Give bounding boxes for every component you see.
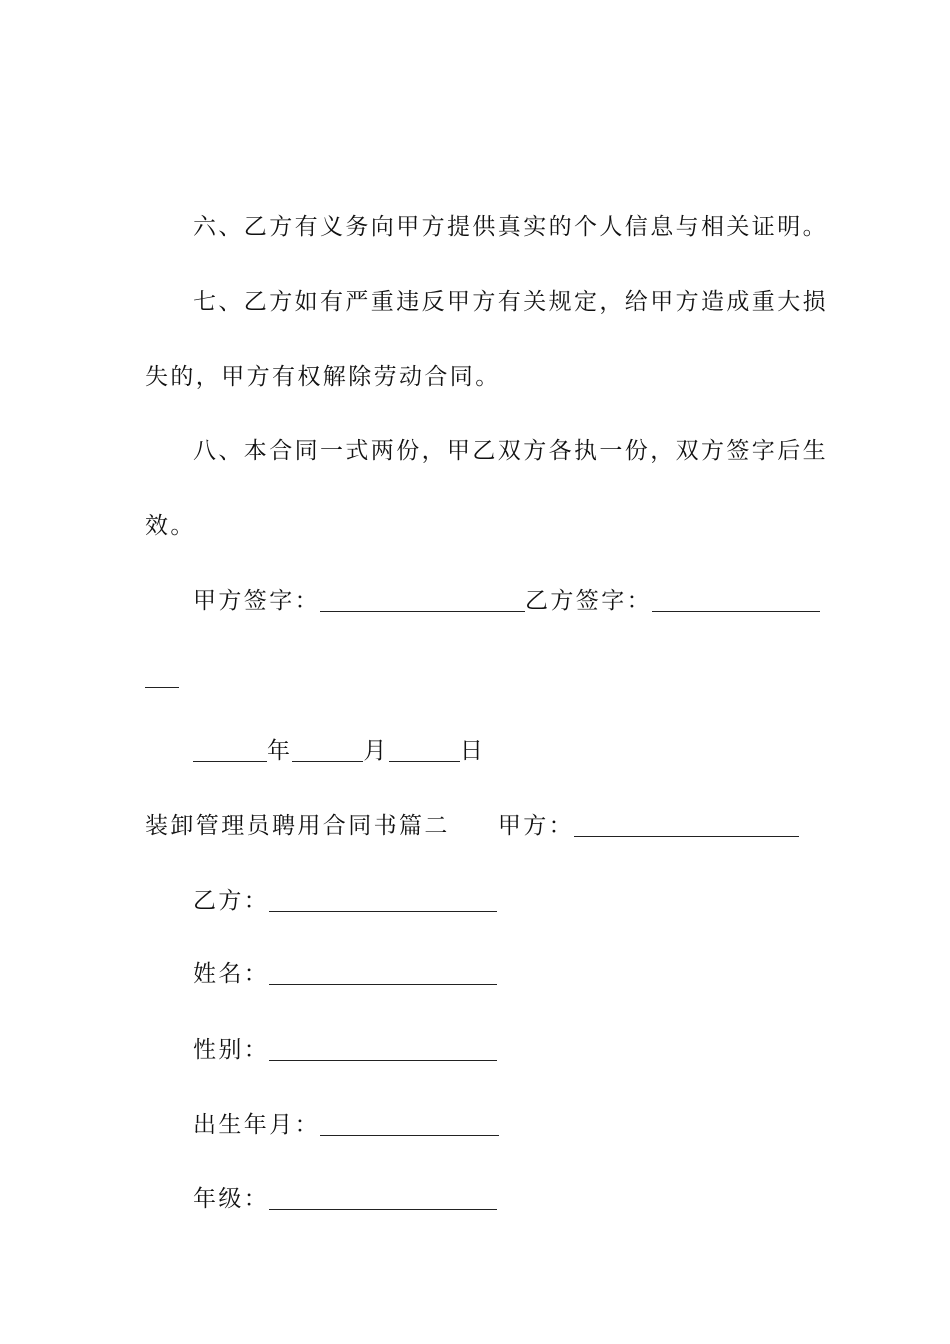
grade-blank[interactable]: [269, 1187, 497, 1210]
grade-label: 年级：: [193, 1186, 270, 1212]
birth-field: [193, 1108, 858, 1142]
section-2-title-line: [145, 809, 810, 843]
name-blank[interactable]: [269, 962, 497, 985]
day-label: 日: [459, 738, 486, 764]
year-label: 年: [267, 738, 293, 764]
section-2-party-a-label: 甲方：: [497, 813, 575, 839]
party-b-field: [193, 884, 858, 918]
party-a-signature-blank[interactable]: [320, 589, 525, 612]
section-2-title: 装卸管理员聘用合同书篇二: [145, 813, 450, 839]
clause-8-line-1: [193, 434, 858, 468]
gender-label: 性别：: [193, 1037, 270, 1063]
month-blank[interactable]: [292, 739, 363, 762]
name-label: 姓名：: [193, 961, 270, 987]
gender-blank[interactable]: [269, 1038, 497, 1061]
signature-line: [193, 584, 858, 618]
grade-field: [193, 1182, 858, 1216]
year-blank[interactable]: [193, 739, 267, 762]
gender-field: [193, 1033, 858, 1067]
clause-7-line-1: [193, 285, 858, 319]
party-b-blank[interactable]: [269, 889, 497, 912]
signature-line-continuation: [145, 660, 810, 694]
day-blank[interactable]: [389, 739, 460, 762]
birth-blank[interactable]: [320, 1113, 499, 1136]
clause-7-text-1: 七、乙方如有严重违反甲方有关规定，给甲方造成重大损: [193, 289, 828, 315]
clause-7-line-2: [145, 360, 810, 394]
section-2-party-a-blank[interactable]: [574, 814, 799, 837]
birth-label: 出生年月：: [193, 1112, 320, 1138]
clause-8-text-1: 八、本合同一式两份，甲乙双方各执一份，双方签字后生: [193, 438, 828, 464]
clause-6-text: 六、乙方有义务向甲方提供真实的个人信息与相关证明。: [193, 214, 828, 240]
party-b-signature-blank-continued[interactable]: [145, 665, 179, 688]
clause-6: [193, 210, 858, 244]
party-b-signature-blank[interactable]: [652, 589, 820, 612]
party-b-label: 乙方：: [193, 888, 270, 914]
clause-8-line-2: [145, 509, 810, 543]
month-label: 月: [363, 738, 389, 764]
party-a-signature-label: 甲方签字：: [193, 588, 320, 614]
name-field: [193, 957, 858, 991]
clause-7-text-2: 失的，甲方有权解除劳动合同。: [145, 364, 501, 390]
clause-8-text-2: 效。: [145, 513, 196, 539]
date-line: [193, 734, 858, 768]
party-b-signature-label: 乙方签字：: [525, 588, 652, 614]
